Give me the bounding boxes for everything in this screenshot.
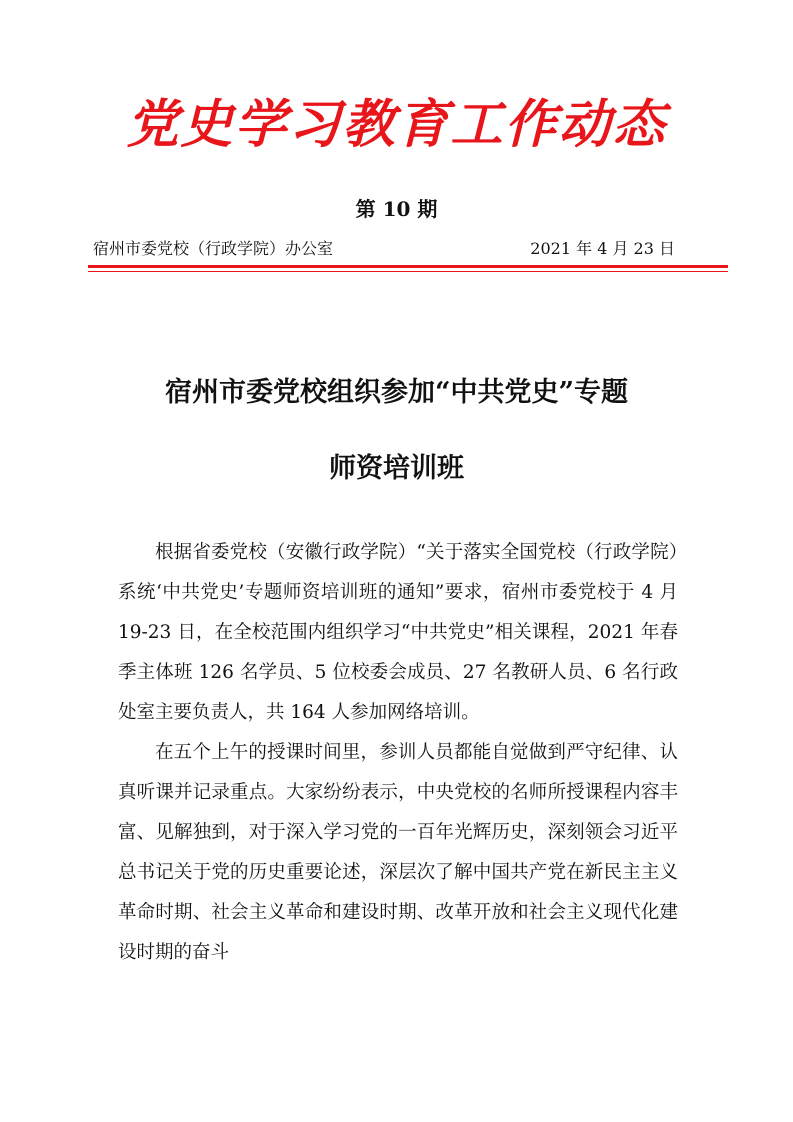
issuer-row: [93, 236, 675, 259]
issue-number: 第 10 期: [355, 197, 438, 221]
issuer-name: 宿州市委党校（行政学院）办公室: [93, 239, 334, 258]
article-body: [118, 533, 678, 973]
article-title: [60, 355, 733, 507]
header-rule-thin: [88, 271, 728, 272]
paragraph: 在五个上午的授课时间里，参训人员都能自觉做到严守纪律、认真听课并记录重点。大家纷纷表示，中央党校的名师所授课程内容丰富、见解独到，对于深入学习党的一百年光辉历史，深刻领会习近平总书记关于党的历史重要论述，深层次了解中国共产党在新民主主义革命时期、社会主义革命和建设时期、改革开放和社会主义现代化建设时期的奋斗: [118, 742, 678, 963]
article-title-line-2: 师资培训班: [329, 453, 464, 484]
paragraph: 根据省委党校（安徽行政学院）“关于落实全国党校（行政学院）系统‘中共党史’专题师资培训班的通知”要求，宿州市委党校于 4 月 19-23 日，在全校范围内组织学习“中共党史”相关课程，2021 年春季主体班 126 名学员、5 位校委会成员、27 名教研人员、6 名行政处室主要负责人，共 164 人参加网络培训。: [118, 542, 678, 723]
header-rule-thick: [88, 265, 728, 268]
article-title-line-1: 宿州市委党校组织参加“中共党史”专题: [164, 377, 629, 408]
issue-date: 2021 年 4 月 23 日: [530, 239, 675, 258]
masthead-title: 党史学习教育工作动态: [126, 94, 667, 155]
